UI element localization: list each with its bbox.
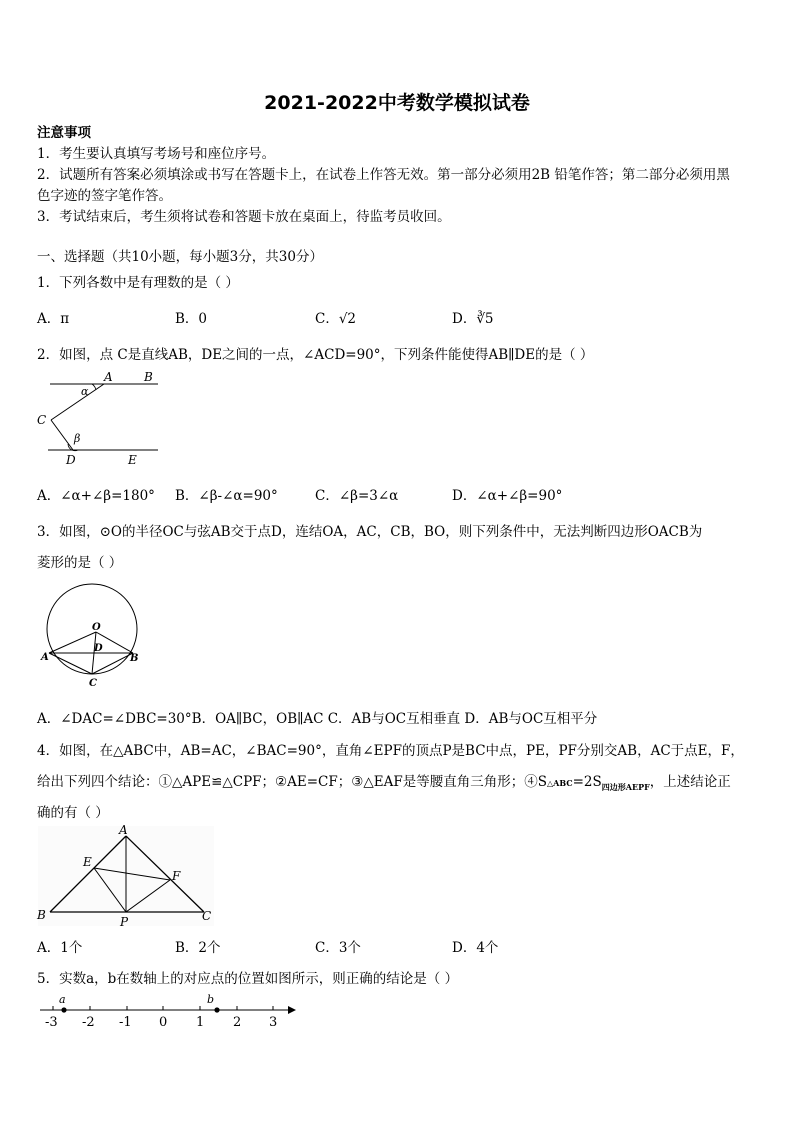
note-item: 1．考生要认真填写考场号和座位序号。 — [37, 146, 276, 162]
q2-label-d: D — [66, 453, 76, 467]
q2-figure — [30, 368, 170, 468]
q5-point-b — [214, 1007, 219, 1012]
q4-label-e: E — [83, 855, 92, 869]
q2-option-a: A．∠α+∠β=180° — [37, 488, 155, 504]
question-3-stem-cont: 菱形的是（ ） — [37, 555, 123, 571]
section-heading: 一、选择题（共10小题，每小题3分，共30分） — [37, 249, 323, 265]
q4-option-b: B．2个 — [175, 940, 221, 956]
q2-option-d: D．∠α+∠β=90° — [452, 488, 563, 504]
q4-stem-part: 给出下列四个结论：①△APE≌△CPF；②AE=CF；③△EAF是等腰直角三角形；④S — [37, 774, 547, 790]
q5-tick: 0 — [159, 1015, 168, 1030]
question-1-stem: 1．下列各数中是有理数的是（ ） — [37, 275, 239, 291]
q5-label-a: a — [59, 993, 66, 1006]
question-4-stem-end: 确的有（ ） — [37, 805, 109, 821]
q3-figure — [38, 582, 148, 690]
question-2-stem: 2．如图，点 C是直线AB，DE之间的一点，∠ACD=90°，下列条件能使得AB∥DE的是（ ） — [37, 347, 594, 363]
q4-stem-sub: △ABC — [546, 778, 573, 788]
q4-option-a: A．1个 — [37, 940, 83, 956]
question-3-stem: 3．如图，⊙O的半径OC与弦AB交于点D，连结OA，AC，CB，BO，则下列条件中，无法判断四边形OACB为 — [37, 524, 703, 540]
q5-tick: 3 — [269, 1015, 278, 1030]
q1-option-b: B．0 — [175, 311, 208, 327]
q4-option-c: C．3个 — [315, 940, 361, 956]
q2-label-beta: β — [74, 432, 81, 445]
q1-option-a: A．π — [37, 311, 70, 327]
q4-option-d: D．4个 — [452, 940, 499, 956]
note-item: 色字迹的签字笔作答。 — [37, 188, 172, 204]
q5-tick: -1 — [119, 1015, 132, 1030]
q5-point-a — [61, 1007, 66, 1012]
q4-stem-part: ，上述结论正 — [649, 774, 731, 790]
q4-stem-part: =2S — [572, 774, 602, 790]
q4-label-a: A — [119, 823, 128, 837]
q3-label-o: O — [92, 622, 101, 633]
q3-label-b: B — [130, 653, 139, 664]
note-item: 2．试题所有答案必须填涂或书写在答题卡上，在试卷上作答无效。第一部分必须用2B 铅笔作答；第二部分必须用黑 — [37, 167, 730, 183]
q1-option-d: D．∛5 — [452, 311, 494, 327]
page-title: 2021-2022中考数学模拟试卷 — [264, 92, 530, 114]
q5-tick: -2 — [82, 1015, 95, 1030]
q5-label-b: b — [207, 993, 215, 1006]
q3-options: A．∠DAC=∠DBC=30°B．OA∥BC，OB∥AC C．AB与OC互相垂直 D．AB与OC互相平分 — [37, 711, 598, 727]
q4-label-p: P — [120, 915, 129, 929]
q4-label-b: B — [37, 908, 46, 922]
q3-label-a: A — [41, 652, 49, 663]
q3-label-d: D — [94, 643, 103, 654]
question-5-stem: 5．实数a，b在数轴上的对应点的位置如图所示，则正确的结论是（ ） — [37, 971, 459, 987]
q1-option-c: C．√2 — [315, 311, 357, 327]
q2-label-e: E — [128, 453, 137, 467]
q3-label-c: C — [89, 678, 97, 689]
q2-label-b: B — [144, 370, 153, 384]
q2-label-alpha: α — [81, 385, 89, 398]
q2-label-c: C — [37, 413, 47, 427]
q4-figure — [34, 822, 218, 930]
q4-label-f: F — [172, 869, 181, 883]
note-item: 3．考试结束后，考生须将试卷和答题卡放在桌面上，待监考员收回。 — [37, 209, 451, 225]
q5-tick: -3 — [45, 1015, 58, 1030]
q5-tick: 2 — [233, 1015, 242, 1030]
q5-number-line — [36, 992, 296, 1032]
q2-option-b: B．∠β-∠α=90° — [175, 488, 278, 504]
q2-label-a: A — [104, 370, 113, 384]
q4-label-c: C — [202, 909, 212, 923]
question-4-stem: 4．如图，在△ABC中，AB=AC，∠BAC=90°，直角∠EPF的顶点P是BC中点，PE，PF分别交AB，AC于点E，F， — [37, 743, 744, 759]
q2-option-c: C．∠β=3∠α — [315, 488, 399, 504]
q4-stem-sub: 四边形AEPF — [601, 782, 650, 792]
notes-heading: 注意事项 — [37, 125, 91, 141]
q5-tick: 1 — [196, 1015, 205, 1030]
question-4-stem-cont — [37, 770, 731, 790]
